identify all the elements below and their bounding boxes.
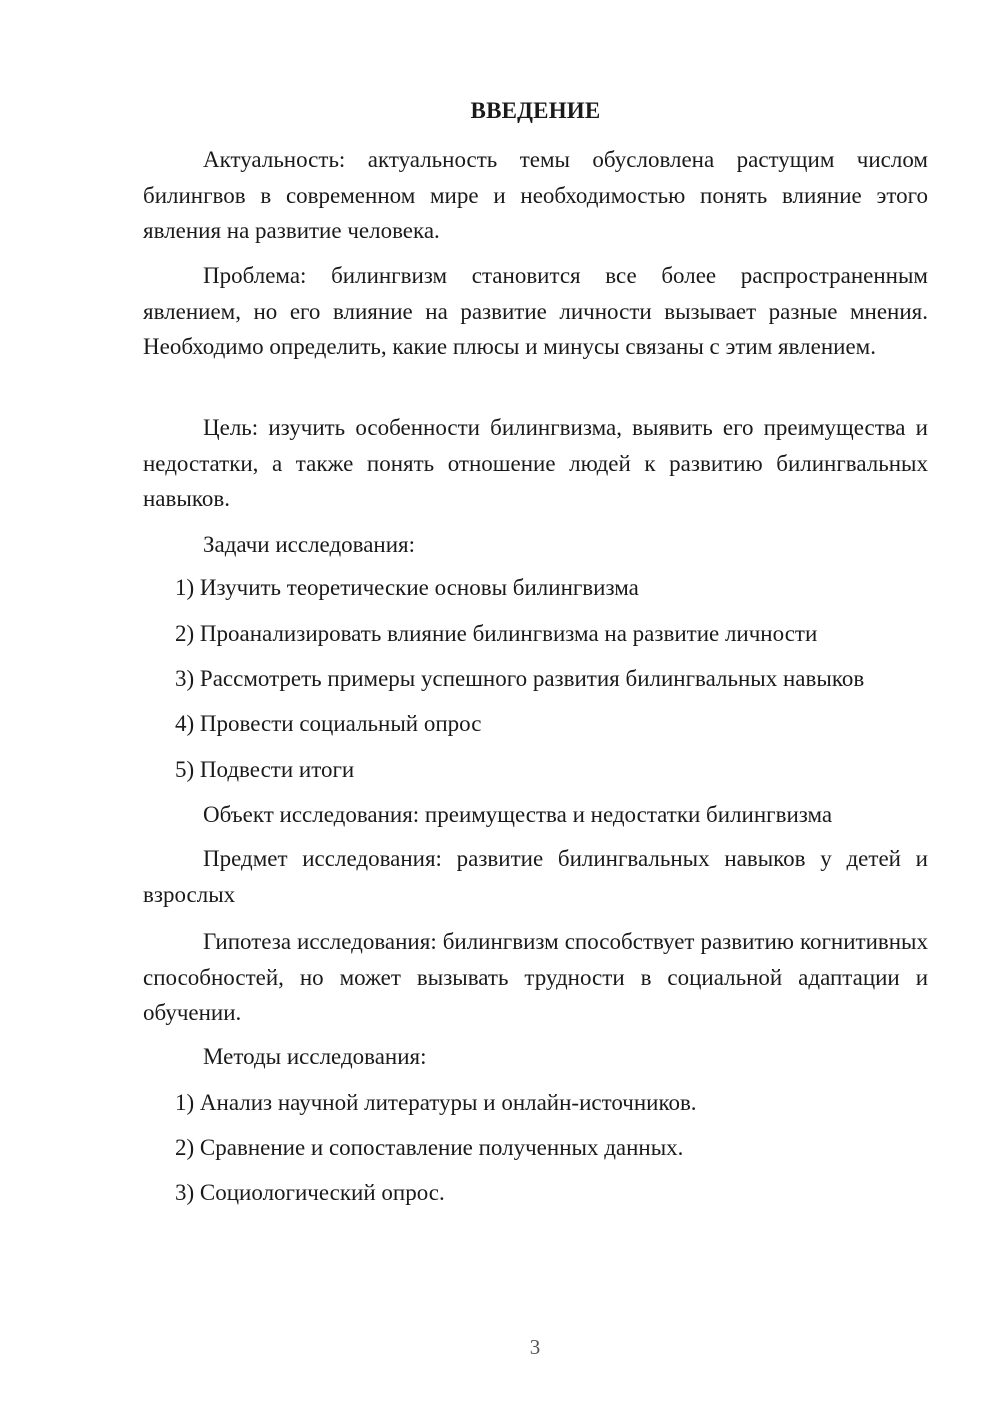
method-item: 2) Сравнение и сопоставление полученных данных. — [175, 1135, 684, 1160]
relevance-paragraph: Актуальность: актуальность темы обусловлена растущим числом билингвов в современном мире и необходимостью понять влияние этого явления на развитие человека. — [143, 147, 928, 243]
section-title: ВВЕДЕНИЕ — [470, 98, 601, 123]
methods-heading: Методы исследования: — [203, 1044, 427, 1069]
task-item: 4) Провести социальный опрос — [175, 711, 482, 736]
problem-paragraph: Проблема: билингвизм становится все более распространенным явлением, но его влияние на развитие личности вызывает разные мнения. Необходимо определить, какие плюсы и минусы связаны с этим явлением. — [143, 263, 928, 359]
method-item: 3) Социологический опрос. — [175, 1180, 445, 1205]
task-item: 1) Изучить теоретические основы билингвизма — [175, 575, 639, 600]
object-line: Объект исследования: преимущества и недостатки билингвизма — [203, 802, 833, 827]
goal-paragraph: Цель: изучить особенности билингвизма, выявить его преимущества и недостатки, а также понять отношение людей к развитию билингвальных навыков. — [143, 415, 928, 511]
subject-paragraph: Предмет исследования: развитие билингвальных навыков у детей и взрослых — [143, 846, 928, 907]
tasks-heading: Задачи исследования: — [203, 532, 416, 557]
page-number: 3 — [529, 1335, 541, 1359]
task-item: 5) Подвести итоги — [175, 757, 355, 782]
method-item: 1) Анализ научной литературы и онлайн-источников. — [175, 1090, 697, 1115]
task-item: 3) Рассмотреть примеры успешного развития билингвальных навыков — [175, 666, 865, 691]
task-item: 2) Проанализировать влияние билингвизма на развитие личности — [175, 621, 818, 646]
hypothesis-paragraph: Гипотеза исследования: билингвизм способствует развитию когнитивных способностей, но может вызывать трудности в социальной адаптации и обучении. — [143, 929, 928, 1025]
